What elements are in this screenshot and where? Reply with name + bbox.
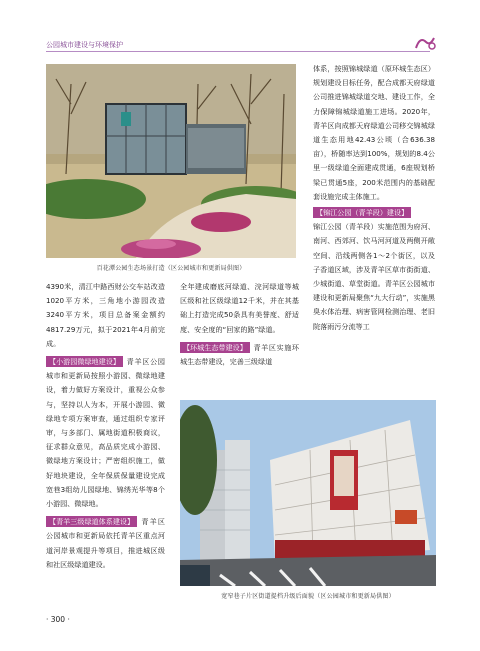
pocket-park-text: 青羊区公园城市和更新局按照小游园、微绿地建设，着力做好方案设计，重视公众参与，坚持以人为本，开展小游园、微绿地专项方案审查，通过组织专家评审，与多部门、属地街道积极商议，征求群众意见，高品质完成小游园、微绿地方案设计；严密组织施工，做好地块建设，全年保质保量建设完成宽巷3组幼儿园绿地、锦绣光华等8个小游园、微绿地。	[46, 357, 165, 509]
decorative-logo-icon	[414, 34, 436, 52]
right-top-text: 体系，按照锦城绿道（原环城生态区）规划建设目标任务，配合成都天府绿道公司推进锦城绿道交地、建设工作，全力保障锦城绿道施工进场。2020年，青羊区向成都天府绿道公司移交锦城绿道生态用地42.43公顷（合636.38亩），桥随率达到100%，规划的8.4公里一级绿道全面建成贯通，6座规划桥梁已贯通5座，200米范围内的基础配套设施完成主体施工。	[313, 64, 435, 201]
ecological-belt-heading: 【环城生态带建设】	[180, 342, 250, 353]
running-header: 公园城市建设与环境保护	[46, 41, 123, 49]
pocket-park-heading: 【小游园微绿地建设】	[46, 356, 123, 367]
street-scene-image	[180, 400, 436, 586]
street-photo	[180, 400, 436, 586]
jinjiang-text: 锦江公园（青羊段）实施范围为府河、南河、西郊河、饮马河河道及两侧开敞空间、沿线两侧各1～2个街区，以及子香道区域，涉及青羊区草市街街道、少城街道、草堂街道。青羊区公园城市建设和更新局聚焦“九大行动”，实施黑臭水体治理、病害管网检测治理、老旧院落雨污分流等工	[313, 222, 435, 331]
right-top-column	[313, 62, 435, 334]
page-number: · 300 ·	[46, 615, 70, 624]
greenway-text: 青羊区公园城市和更新局依托青羊区重点河道河岸景观提升等项目，推进城区级和社区级绿道建设。	[46, 517, 165, 569]
middle-lead-text: 全年建成磨底河绿道、浣河绿道等城区级和社区级绿道12千米，并在其基础上打造完成50条具有美誉度、舒适度、安全度的“回家的路”绿道。	[180, 282, 299, 334]
ecological-belt-text: 青羊区实施环城生态带建设，完善三级绿道	[180, 342, 299, 367]
header-rule	[46, 51, 430, 52]
middle-column	[180, 280, 299, 369]
left-lead-text: 4390米，清江中路西财公交车站改造1020平方米，三角地小游园改造3240平方米，项目总备案金额约4817.29万元，拟于2021年4月前完成。	[46, 282, 165, 348]
jinjiang-heading: 【锦江公园（青羊段）建设】	[313, 207, 411, 218]
park-photo	[46, 64, 296, 258]
greenway-heading: 【青羊三级绿道体系建设】	[46, 516, 137, 527]
park-photo-caption: 百花潭公园生态场景打造（区公园城市和更新局供图）	[96, 265, 246, 272]
left-column	[46, 280, 165, 572]
street-photo-caption: 宽窄巷子片区街道提档升级后面貌（区公园城市和更新局供图）	[221, 593, 395, 600]
park-scene-image	[46, 64, 296, 258]
